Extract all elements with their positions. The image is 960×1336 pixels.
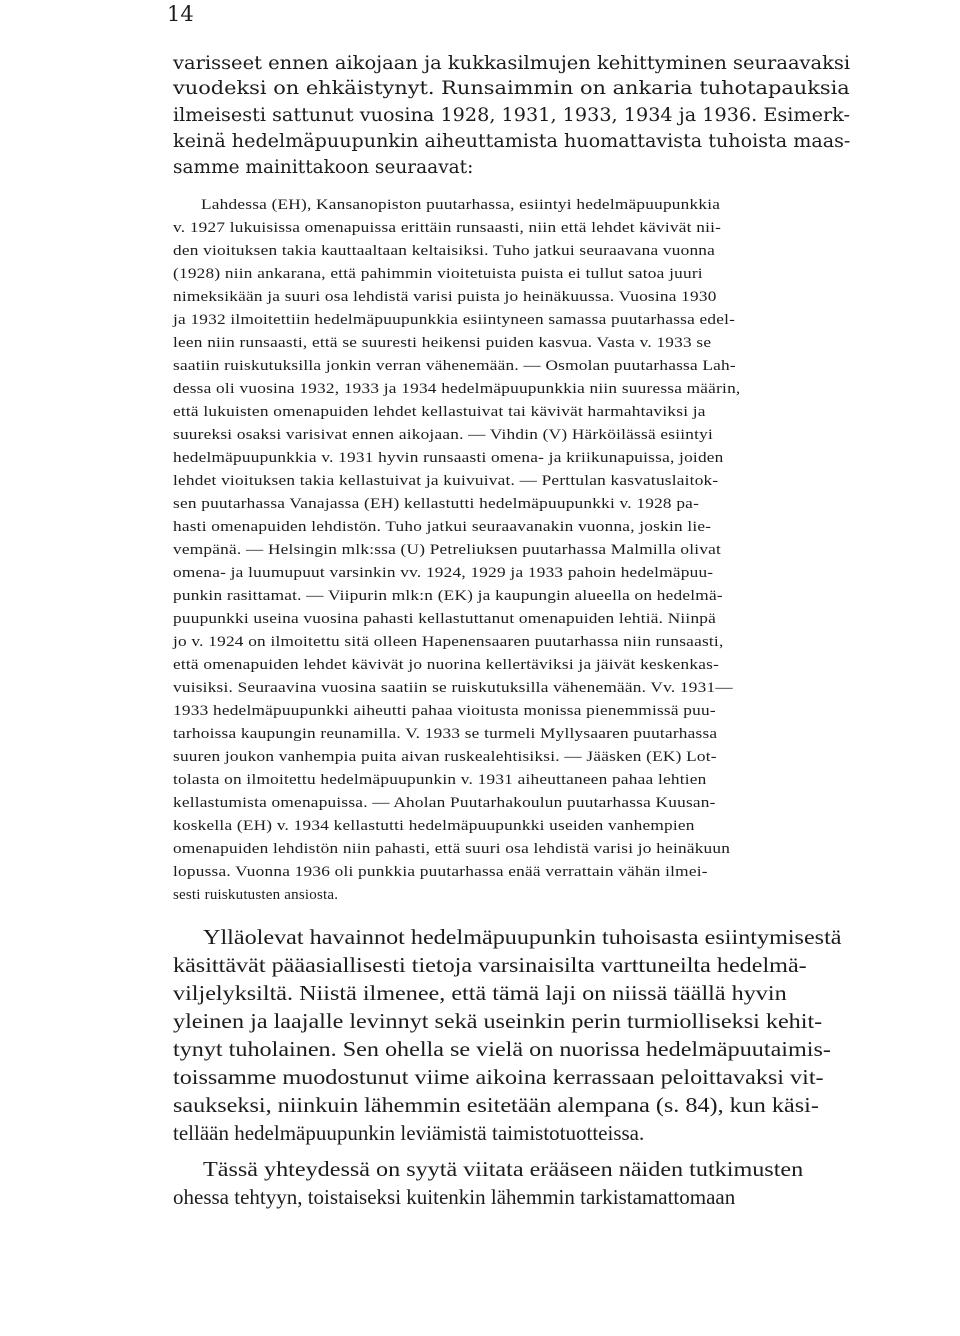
example-line: lehdet vioituksen takia kellastuivat ja kuivuivat. — Perttulan kasvatuslaitok- [173,473,719,489]
example-line: saatiin ruiskutuksilla jonkin verran vähenemään. — Osmolan puutarhassa Lah- [173,358,736,374]
closing-line: ohessa tehtyyn, toistaiseksi kuitenkin lähemmin tarkistamattomaan [173,1185,736,1209]
summary-line: Ylläolevat havainnot hedelmäpuupunkin tuhoisasta esiintymisestä [203,925,842,949]
example-line: (1928) niin ankarana, että pahimmin vioitetuista puista ei tullut satoa juuri [173,266,703,282]
example-line: vuisiksi. Seuraavina vuosina saatiin se ruiskutuksilla vähenemään. Vv. 1931— [173,680,733,696]
intro-line: samme mainittakoon seuraavat: [173,157,474,178]
summary-line: käsittävät pääasiallisesti tietoja varsinaisilta varttuneilta hedelmä- [173,953,807,977]
example-line: leen niin runsaasti, että se suuresti heikensi puiden kasvua. Vasta v. 1933 se [173,335,712,351]
page-number: 14 [167,2,194,26]
intro-line: varisseet ennen aikojaan ja kukkasilmujen kehittyminen seuraavaksi [173,53,851,74]
example-line: nimeksikään ja suuri osa lehdistä varisi puista jo heinäkuussa. Vuosina 1930 [173,289,717,305]
summary-line: toissamme muodostunut viime aikoina kerrassaan peloittavaksi vit- [173,1065,824,1089]
summary-line: yleinen ja laajalle levinnyt sekä useinkin perin turmiolliseksi kehit- [173,1009,823,1033]
example-line: omena- ja luumupuut varsinkin vv. 1924, 1929 ja 1933 pahoin hedelmäpuu- [173,565,714,581]
example-line: vempänä. — Helsingin mlk:ssa (U) Petreliuksen puutarhassa Malmilla olivat [173,542,722,558]
example-line: punkin rasittamat. — Viipurin mlk:n (EK) ja kaupungin alueella on hedelmä- [173,588,723,604]
summary-line: tellään hedelmäpuupunkin leviämistä taimistotuotteissa. [173,1121,645,1145]
example-line: hedelmäpuupunkkia v. 1931 hyvin runsaasti omena- ja kriikunapuissa, joiden [173,450,724,466]
example-line: kellastumista omenapuissa. — Aholan Puutarhakoulun puutarhassa Kuusan- [173,795,716,811]
example-line: ja 1932 ilmoitettiin hedelmäpuupunkkia esiintyneen samassa puutarhassa edel- [173,312,736,328]
example-line: lopussa. Vuonna 1936 oli punkkia puutarhassa enää verrattain vähän ilmei- [173,864,708,880]
example-line: sesti ruiskutusten ansiosta. [173,887,339,903]
example-line: omenapuiden lehdistön niin pahasti, että suuri osa lehdistä varisi jo heinäkuun [173,841,731,857]
summary-line: viljelyksiltä. Niistä ilmenee, että tämä laji on niissä täällä hyvin [173,981,787,1005]
example-line: että omenapuiden lehdet kävivät jo nuorina kellertäviksi ja jäivät keskenkas- [173,657,720,673]
intro-line: ilmeisesti sattunut vuosina 1928, 1931, 1933, 1934 ja 1936. Esimerk- [173,105,850,126]
example-line: puupunkki useina vuosina pahasti kellastuttanut omenapuiden lehtiä. Niinpä [173,611,717,627]
example-line: tolasta on ilmoitettu hedelmäpuupunkin v. 1931 aiheuttaneen pahaa lehtien [173,772,707,788]
example-line: suureksi osaksi varisivat ennen aikojaan. — Vihdin (V) Härköilässä esiintyi [173,427,714,443]
example-line: hasti omenapuiden lehdistön. Tuho jatkui seuraavanakin vuonna, joskin lie- [173,519,712,535]
intro-line: keinä hedelmäpuupunkin aiheuttamista huomattavista tuhoista maas- [173,131,851,152]
example-line: että lukuisten omenapuiden lehdet kellastuivat tai kävivät harmahtaviksi ja [173,404,706,420]
summary-line: tynyt tuholainen. Sen ohella se vielä on nuorissa hedelmäpuutaimis- [173,1037,831,1061]
example-line: sen puutarhassa Vanajassa (EH) kellastutti hedelmäpuupunkki v. 1928 pa- [173,496,700,512]
example-line: jo v. 1924 on ilmoitettu sitä olleen Hapenensaaren puutarhassa niin runsaasti, [173,634,724,650]
example-line: v. 1927 lukuisissa omenapuissa erittäin runsaasti, niin että lehdet kävivät nii- [173,220,722,236]
closing-line: Tässä yhteydessä on syytä viitata erääseen näiden tutkimusten [203,1157,804,1181]
example-line: tarhoissa kaupungin reunamilla. V. 1933 se turmeli Myllysaaren puutarhassa [173,726,718,742]
summary-line: saukseksi, niinkuin lähemmin esitetään alempana (s. 84), kun käsi- [173,1093,819,1117]
example-line: suuren joukon vanhempia puita aivan ruskealehtisiksi. — Jääsken (EK) Lot- [173,749,717,765]
example-line: 1933 hedelmäpuupunkki aiheutti pahaa vioitusta monissa pienemmissä puu- [173,703,716,719]
example-line: dessa oli vuosina 1932, 1933 ja 1934 hedelmäpuupunkkia niin suuressa määrin, [173,381,741,397]
example-line: den vioituksen takia kauttaaltaan keltaisiksi. Tuho jatkui seuraavana vuonna [173,243,716,259]
example-line: Lahdessa (EH), Kansanopiston puutarhassa, esiintyi hedelmäpuupunkkia [201,197,721,213]
intro-line: vuodeksi on ehkäistynyt. Runsaimmin on ankaria tuhotapauksia [173,78,850,99]
example-line: koskella (EH) v. 1934 kellastutti hedelmäpuupunkki useiden vanhempien [173,818,695,834]
